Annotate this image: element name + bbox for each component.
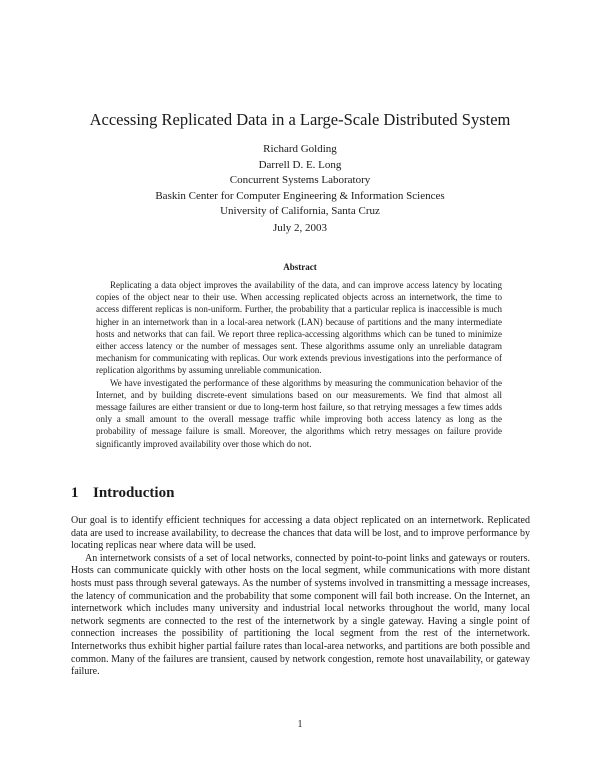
affiliation-center: Baskin Center for Computer Engineering & Information Sciences <box>155 189 445 202</box>
section-title: Introduction <box>93 485 175 501</box>
section-heading <box>71 485 174 502</box>
body-paragraph: Our goal is to identify efficient techniques for accessing a data object replicated on an internetwork. Replicated data are used to increase availability, to decrease the chances that data will be lost, and to improve performance by locating replicas near where data will be used. <box>71 515 530 552</box>
author-name: Darrell D. E. Long <box>258 158 342 171</box>
author-block <box>0 142 600 220</box>
paper-date: July 2, 2003 <box>272 222 328 234</box>
section-body <box>71 515 530 679</box>
author-name: Richard Golding <box>263 143 337 155</box>
abstract-heading: Abstract <box>283 262 317 272</box>
abstract-paragraph: Replicating a data object improves the availability of the data, and can improve access latency by locating copies of the object near to their use. When accessing replicated objects across an internetwork, the time to access different replicas is non-uniform. Further, the probability that a particular replica is inaccessible is much higher in an internetwork than in a local-area network (LAN) because of partitions and the many intermediate hosts and networks that can fail. We report three replica-accessing algorithms which can be tuned to minimize either access latency or the number of messages sent. These algorithms assume only an unreliable datagram mechanism for communicating with replicas. Our work extends previous investigations into the performance of replication algorithms by assuming unreliable communication. <box>96 280 502 376</box>
abstract-paragraph: We have investigated the performance of these algorithms by measuring the communication behavior of the Internet, and by building discrete-event simulations based on our measurements. We find that almost all message failures are either transient or due to long-term host failure, so that retrying messages a few times adds only a small amount to the overall message traffic while improving both access latency as long as the probability of message failure is small. Moreover, the algorithms which retry messages on failure provide significantly improved availability over those which do not. <box>96 377 502 449</box>
affiliation-lab: Concurrent Systems Laboratory <box>229 174 371 186</box>
affiliation-university: University of California, Santa Cruz <box>220 205 380 217</box>
paper-title: Accessing Replicated Data in a Large-Scale Distributed System <box>89 110 511 129</box>
section-number: 1 <box>71 485 79 501</box>
page-number: 1 <box>297 719 303 730</box>
abstract-body <box>96 279 502 450</box>
body-paragraph: An internetwork consists of a set of local networks, connected by point-to-point links and gateways or routers. Hosts can communicate quickly with other hosts on the local segment, while communications with more distant hosts must pass through several gateways. As the number of systems involved in transmitting a message increases, the latency of communication and the probability that some component will fail both increase. On the Internet, an internetwork which includes many university and industrial local networks throughout the world, many local network segments are connected to the rest of the internetwork by a single gateway. Having a single point of connection increases the possibility of partitioning the local segment from the rest of the internetwork. Internetworks thus exhibit higher partial failure rates than local-area networks, and partitions are both possible and common. Many of the failures are transient, caused by network congestion, remote host unavailability, or gateway failure. <box>71 552 530 678</box>
